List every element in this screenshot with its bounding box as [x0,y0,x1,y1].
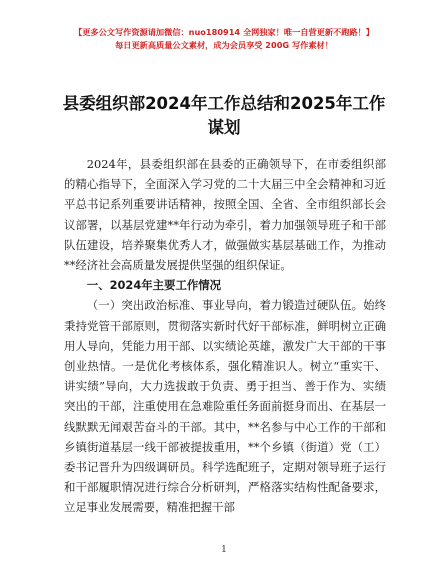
document-body [64,154,386,518]
page-number: 1 [221,545,227,555]
banner-line-1: 【更多公文写作资源请加微信：nuo180914 全网独家！唯一自营更新不跑路！】 [74,27,374,37]
document-title: 县委组织部2024年工作总结和2025年工作谋划 [62,94,386,137]
promo-banner [0,26,448,52]
intro-paragraph: 2024年，县委组织部在县委的正确领导下，在市委组织部的精心指导下，全面深入学习党的二十大届三中全会精神和习近平总书记系列重要讲话精神，按照全国、全省、全市组织部长会议部署，以基层党建**年行动为牵引，着力加强领导班子和干部队伍建设，培养聚集优秀人才，做强做实基层基础工作，为推动**经济社会高质量发展提供坚强的组织保证。 [64,157,386,273]
section-heading: 一、2024年主要工作情况 [86,278,222,293]
banner-line-2: 每日更新高质量公文素材，成为会员享受 200G 写作素材！ [115,40,333,50]
body-paragraph: （一）突出政治标准、事业导向，着力锻造过硬队伍。始终秉持党管干部原则，贯彻落实新时代好干部标准，鲜明树立正确用人导向，凭能力用干部、以实绩论英雄，激发广大干部的干事创业热情。一是优化考核体系，强化精准识人。树立“重实干、讲实绩”导向，大力选拔敢于负责、勇于担当、善于作为、实绩突出的干部，注重使用在急难险重任务面前挺身而出、在基层一线默默无闻艰苦奋斗的干部。其中，**名参与中心工作的干部和乡镇街道基层一线干部被提拔重用，**个乡镇（街道）党（工）委书记晋升为四级调研员。科学选配班子，定期对领导班子运行和干部履职情况进行综合分析研判，严格落实结构性配备要求，立足事业发展需要，精准把握干部 [64,298,386,515]
